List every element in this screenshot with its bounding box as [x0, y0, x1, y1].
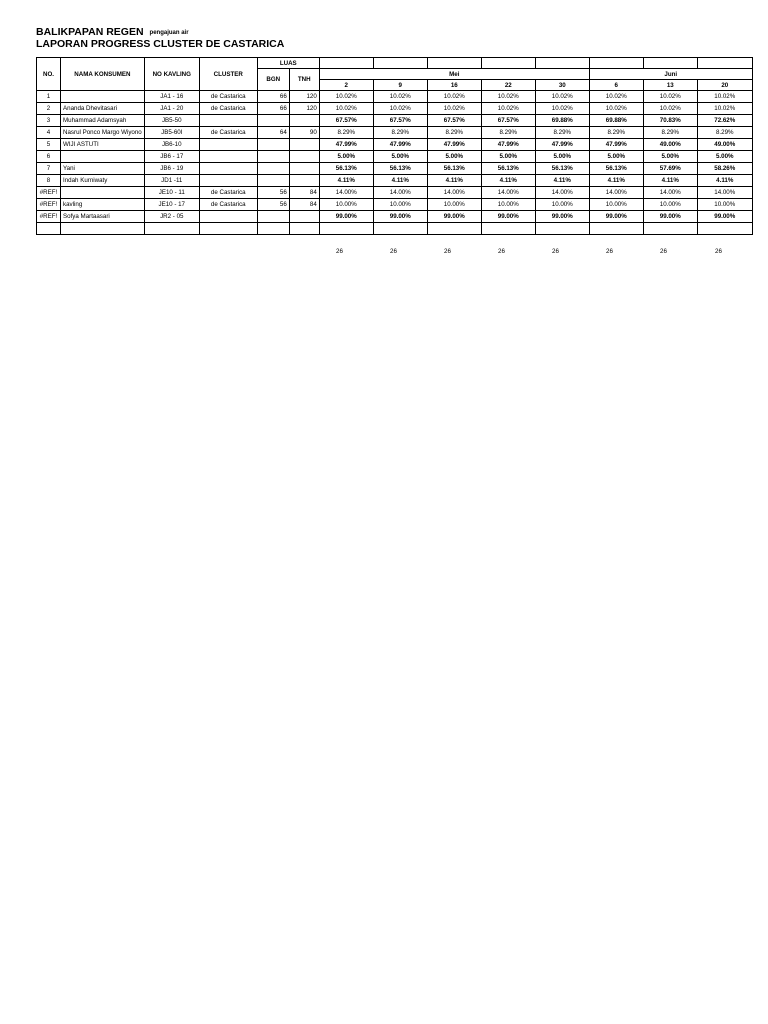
report-subtitle: LAPORAN PROGRESS CLUSTER DE CASTARICA: [36, 38, 285, 50]
cell-cluster: de Castarica: [199, 103, 257, 115]
cell-progress: 10.00%: [589, 199, 643, 211]
cell-progress: 10.02%: [373, 103, 427, 115]
cell-tnh: 90: [289, 127, 319, 139]
month-juni-header: Juni: [589, 69, 752, 80]
cell-progress: 10.02%: [535, 103, 589, 115]
table-row: [37, 139, 753, 151]
month-mei-header: Mei: [319, 69, 589, 80]
table-row: [37, 103, 753, 115]
cell-nama: kavling: [61, 199, 145, 211]
cell-kavling: JB5-60I: [144, 127, 199, 139]
cell-cluster: de Castarica: [199, 199, 257, 211]
cell-progress: 56.13%: [589, 163, 643, 175]
cell-progress: 4.11%: [427, 175, 481, 187]
cell-bgn: 66: [257, 91, 289, 103]
cell-progress: 8.29%: [697, 127, 752, 139]
table-row: [37, 151, 753, 163]
cell-progress: 8.29%: [481, 127, 535, 139]
cell-progress: 10.02%: [319, 91, 373, 103]
empty-cell: [589, 223, 643, 235]
empty-header-cell: [427, 58, 481, 69]
cell-tnh: 84: [289, 187, 319, 199]
cell-progress: 5.00%: [319, 151, 373, 163]
cell-progress: 4.11%: [589, 175, 643, 187]
cell-progress: 10.02%: [481, 91, 535, 103]
cell-progress: 5.00%: [427, 151, 481, 163]
empty-header-cell: [373, 58, 427, 69]
total-value: 26: [660, 248, 667, 255]
table-row: [37, 187, 753, 199]
cell-progress: 99.00%: [427, 211, 481, 223]
cell-progress: 8.29%: [643, 127, 697, 139]
cell-progress: 56.13%: [535, 163, 589, 175]
cell-progress: 10.02%: [697, 103, 752, 115]
col-kavling-header: NO KAVLING: [144, 58, 199, 91]
cell-bgn: 56: [257, 187, 289, 199]
cell-no: #REF!: [37, 187, 61, 199]
cell-progress: 72.62%: [697, 115, 752, 127]
cell-tnh: [289, 115, 319, 127]
cell-progress: 57.69%: [643, 163, 697, 175]
cell-cluster: de Castarica: [199, 91, 257, 103]
cell-progress: 14.00%: [481, 187, 535, 199]
cell-nama: Ananda Dhevitasari: [61, 103, 145, 115]
cell-progress: 4.11%: [535, 175, 589, 187]
cell-progress: 67.57%: [427, 115, 481, 127]
cell-progress: 10.02%: [427, 91, 481, 103]
cell-progress: 69.88%: [589, 115, 643, 127]
table-row: [37, 199, 753, 211]
cell-progress: 14.00%: [643, 187, 697, 199]
cell-no: 7: [37, 163, 61, 175]
empty-header-cell: [319, 58, 373, 69]
col-bgn-header: BGN: [257, 69, 289, 91]
cell-nama: [61, 187, 145, 199]
empty-cell: [61, 223, 145, 235]
cell-cluster: [199, 211, 257, 223]
cell-bgn: [257, 139, 289, 151]
title-note: pengajuan air: [149, 30, 189, 36]
table-body: [37, 58, 753, 235]
cell-nama: Nasrul Ponco Margo Wiyono: [61, 127, 145, 139]
cell-tnh: [289, 139, 319, 151]
empty-cell: [199, 223, 257, 235]
total-value: 26: [552, 248, 559, 255]
cell-progress: 47.99%: [373, 139, 427, 151]
cell-progress: 10.00%: [319, 199, 373, 211]
empty-row: [37, 223, 753, 235]
empty-header-cell: [589, 58, 643, 69]
cell-no: 3: [37, 115, 61, 127]
cell-cluster: de Castarica: [199, 127, 257, 139]
cell-progress: 14.00%: [697, 187, 752, 199]
empty-header-cell: [535, 58, 589, 69]
cell-progress: 4.11%: [481, 175, 535, 187]
cell-progress: 47.99%: [535, 139, 589, 151]
cell-bgn: [257, 211, 289, 223]
cell-cluster: [199, 175, 257, 187]
table-row: [37, 163, 753, 175]
cell-nama: WIJI ASTUTI: [61, 139, 145, 151]
cell-kavling: JE10 - 17: [144, 199, 199, 211]
cell-kavling: JB5-50: [144, 115, 199, 127]
date-header: 16: [427, 80, 481, 91]
cell-cluster: [199, 151, 257, 163]
cell-tnh: [289, 211, 319, 223]
col-cluster-header: CLUSTER: [199, 58, 257, 91]
table-row: [37, 115, 753, 127]
col-luas-header: LUAS: [257, 58, 319, 69]
cell-nama: Indah Kurniwaty: [61, 175, 145, 187]
date-header: 13: [643, 80, 697, 91]
total-value: 26: [498, 248, 505, 255]
cell-progress: 10.00%: [697, 199, 752, 211]
cell-progress: 5.00%: [589, 151, 643, 163]
date-header: 2: [319, 80, 373, 91]
title-text: BALIKPAPAN REGEN: [36, 26, 144, 38]
table-row: [37, 211, 753, 223]
cell-no: 8: [37, 175, 61, 187]
cell-bgn: [257, 175, 289, 187]
cell-progress: 14.00%: [427, 187, 481, 199]
empty-cell: [37, 223, 61, 235]
cell-progress: 56.13%: [319, 163, 373, 175]
cell-tnh: [289, 151, 319, 163]
empty-cell: [427, 223, 481, 235]
empty-cell: [535, 223, 589, 235]
cell-kavling: JD1 -11: [144, 175, 199, 187]
cell-progress: 58.26%: [697, 163, 752, 175]
cell-progress: 99.00%: [535, 211, 589, 223]
cell-tnh: 84: [289, 199, 319, 211]
cell-cluster: [199, 115, 257, 127]
cell-progress: 10.02%: [535, 91, 589, 103]
cell-cluster: de Castarica: [199, 187, 257, 199]
empty-cell: [643, 223, 697, 235]
date-header: 9: [373, 80, 427, 91]
cell-no: 4: [37, 127, 61, 139]
cell-progress: 10.00%: [643, 199, 697, 211]
cell-progress: 10.02%: [697, 91, 752, 103]
cell-no: #REF!: [37, 199, 61, 211]
cell-nama: Yani: [61, 163, 145, 175]
col-no-header: NO.: [37, 58, 61, 91]
cell-nama: Sofya Martaasari: [61, 211, 145, 223]
cell-progress: 8.29%: [319, 127, 373, 139]
cell-progress: 10.00%: [427, 199, 481, 211]
table-row: [37, 91, 753, 103]
cell-nama: Muhammad Adamsyah: [61, 115, 145, 127]
cell-nama: [61, 91, 145, 103]
total-value: 26: [390, 248, 397, 255]
cell-progress: 5.00%: [535, 151, 589, 163]
cell-progress: 47.99%: [319, 139, 373, 151]
date-header: 6: [589, 80, 643, 91]
cell-cluster: [199, 139, 257, 151]
cell-progress: 4.11%: [697, 175, 752, 187]
cell-progress: 14.00%: [319, 187, 373, 199]
cell-bgn: [257, 151, 289, 163]
cell-kavling: JB6-10: [144, 139, 199, 151]
cell-progress: 10.02%: [643, 91, 697, 103]
cell-kavling: JB6 - 17: [144, 151, 199, 163]
cell-progress: 14.00%: [589, 187, 643, 199]
cell-no: 1: [37, 91, 61, 103]
cell-progress: 99.00%: [697, 211, 752, 223]
cell-progress: 10.02%: [319, 103, 373, 115]
cell-progress: 49.00%: [643, 139, 697, 151]
cell-progress: 56.13%: [427, 163, 481, 175]
date-header: 20: [697, 80, 752, 91]
cell-progress: 99.00%: [589, 211, 643, 223]
cell-kavling: JR2 - 05: [144, 211, 199, 223]
cell-progress: 8.29%: [427, 127, 481, 139]
cell-progress: 14.00%: [373, 187, 427, 199]
cell-progress: 99.00%: [319, 211, 373, 223]
empty-header-cell: [697, 58, 752, 69]
empty-cell: [144, 223, 199, 235]
total-value: 26: [715, 248, 722, 255]
cell-progress: 10.02%: [427, 103, 481, 115]
cell-progress: 4.11%: [643, 175, 697, 187]
cell-progress: 70.83%: [643, 115, 697, 127]
cell-progress: 69.88%: [535, 115, 589, 127]
cell-kavling: JE10 - 11: [144, 187, 199, 199]
cell-bgn: 64: [257, 127, 289, 139]
cell-progress: 5.00%: [481, 151, 535, 163]
empty-cell: [481, 223, 535, 235]
total-value: 26: [606, 248, 613, 255]
cell-bgn: 56: [257, 199, 289, 211]
cell-cluster: [199, 163, 257, 175]
report-title: [36, 26, 189, 38]
empty-header-cell: [481, 58, 535, 69]
cell-kavling: JA1 - 20: [144, 103, 199, 115]
cell-bgn: [257, 163, 289, 175]
table-row: [37, 175, 753, 187]
cell-no: 5: [37, 139, 61, 151]
cell-progress: 47.99%: [427, 139, 481, 151]
cell-progress: 10.02%: [643, 103, 697, 115]
cell-kavling: JA1 - 16: [144, 91, 199, 103]
cell-progress: 67.57%: [481, 115, 535, 127]
empty-cell: [373, 223, 427, 235]
cell-progress: 10.02%: [589, 103, 643, 115]
cell-progress: 5.00%: [643, 151, 697, 163]
cell-progress: 8.29%: [589, 127, 643, 139]
cell-nama: [61, 151, 145, 163]
cell-progress: 10.00%: [373, 199, 427, 211]
empty-header-cell: [643, 58, 697, 69]
cell-tnh: 120: [289, 103, 319, 115]
cell-progress: 10.02%: [481, 103, 535, 115]
col-nama-header: NAMA KONSUMEN: [61, 58, 145, 91]
cell-tnh: 120: [289, 91, 319, 103]
cell-tnh: [289, 163, 319, 175]
cell-progress: 99.00%: [373, 211, 427, 223]
empty-cell: [697, 223, 752, 235]
cell-progress: 47.99%: [589, 139, 643, 151]
empty-cell: [257, 223, 289, 235]
cell-progress: 99.00%: [643, 211, 697, 223]
cell-progress: 5.00%: [697, 151, 752, 163]
empty-cell: [319, 223, 373, 235]
cell-progress: 10.00%: [535, 199, 589, 211]
header-row-1: [37, 58, 753, 69]
cell-progress: 67.57%: [319, 115, 373, 127]
cell-progress: 5.00%: [373, 151, 427, 163]
cell-progress: 10.00%: [481, 199, 535, 211]
cell-bgn: [257, 115, 289, 127]
total-value: 26: [336, 248, 343, 255]
cell-progress: 56.13%: [481, 163, 535, 175]
cell-progress: 8.29%: [535, 127, 589, 139]
cell-progress: 8.29%: [373, 127, 427, 139]
date-header: 30: [535, 80, 589, 91]
table-row: [37, 127, 753, 139]
cell-progress: 4.11%: [319, 175, 373, 187]
empty-cell: [289, 223, 319, 235]
cell-progress: 47.99%: [481, 139, 535, 151]
cell-progress: 67.57%: [373, 115, 427, 127]
cell-progress: 14.00%: [535, 187, 589, 199]
cell-progress: 10.02%: [589, 91, 643, 103]
total-value: 26: [444, 248, 451, 255]
cell-progress: 4.11%: [373, 175, 427, 187]
cell-progress: 56.13%: [373, 163, 427, 175]
date-header: 22: [481, 80, 535, 91]
cell-bgn: 66: [257, 103, 289, 115]
col-tnh-header: TNH: [289, 69, 319, 91]
cell-progress: 99.00%: [481, 211, 535, 223]
progress-table: [36, 57, 753, 235]
cell-tnh: [289, 175, 319, 187]
cell-no: #REF!: [37, 211, 61, 223]
cell-no: 2: [37, 103, 61, 115]
cell-progress: 49.00%: [697, 139, 752, 151]
cell-kavling: JB6 - 19: [144, 163, 199, 175]
cell-no: 6: [37, 151, 61, 163]
cell-progress: 10.02%: [373, 91, 427, 103]
